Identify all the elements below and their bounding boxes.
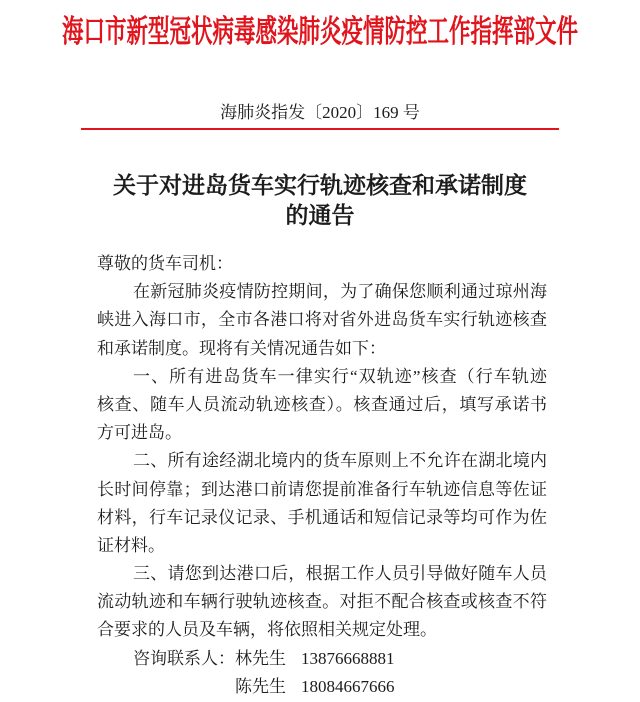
- salutation: 尊敬的货车司机：: [97, 254, 233, 273]
- contact-label: 咨询联系人：: [133, 648, 235, 668]
- paragraph-line: 证材料。: [97, 535, 165, 555]
- paragraph-line: 合要求的人员及车辆，将依照相关规定处理。: [97, 620, 437, 640]
- paragraph-line: 在新冠肺炎疫情防控期间，为了确保您顺利通过琼州海: [133, 282, 547, 302]
- paragraph-line: 核查、随车人员流动轨迹核查）。核查通过后，填写承诺书: [97, 394, 547, 414]
- notice-title: [0, 171, 640, 231]
- issuing-authority-header: 海口市新型冠状病毒感染肺炎疫情防控工作指挥部文件: [61, 14, 578, 50]
- header-divider-line: [81, 128, 559, 130]
- contact-name: 林先生: [235, 648, 286, 668]
- paragraph-line: 和承诺制度。现将有关情况通告如下：: [97, 338, 386, 358]
- item-2-paragraph: [97, 447, 547, 560]
- paragraph-line: 流动轨迹和车辆行驶轨迹核查。对拒不配合核查或核查不符: [97, 592, 547, 612]
- paragraph-line: 方可进岛。: [97, 423, 182, 443]
- notice-title-line-1: 关于对进岛货车实行轨迹核查和承诺制度: [113, 173, 527, 198]
- contact-block: [97, 645, 547, 701]
- item-3-paragraph: [97, 560, 547, 645]
- intro-paragraph: [97, 278, 547, 363]
- paragraph-line: 二、所有途经湖北境内的货车原则上不允许在湖北境内: [133, 451, 547, 471]
- item-1-paragraph: [97, 363, 547, 448]
- contact-phone: 13876668881: [301, 648, 395, 668]
- contact-phone: 18084667666: [301, 676, 395, 696]
- contact-row: [97, 673, 547, 701]
- paragraph-line: 峡进入海口市，全市各港口将对省外进岛货车实行轨迹核查: [97, 310, 547, 330]
- paragraph-line: 一、所有进岛货车一律实行“双轨迹”核查（行车轨迹: [133, 366, 547, 386]
- contact-name: 陈先生: [235, 676, 286, 696]
- document-number: 海肺炎指发〔2020〕169 号: [220, 103, 420, 122]
- notice-body: [97, 250, 547, 701]
- paragraph-line: 材料，行车记录仪记录、手机通话和短信记录等均可作为佐: [97, 507, 547, 527]
- notice-title-line-2: 的通告: [285, 203, 355, 228]
- contact-row: [97, 645, 547, 673]
- paragraph-line: 长时间停靠；到达港口前请您提前准备行车轨迹信息等佐证: [97, 479, 547, 499]
- paragraph-line: 三、请您到达港口后，根据工作人员引导做好随车人员: [133, 564, 547, 584]
